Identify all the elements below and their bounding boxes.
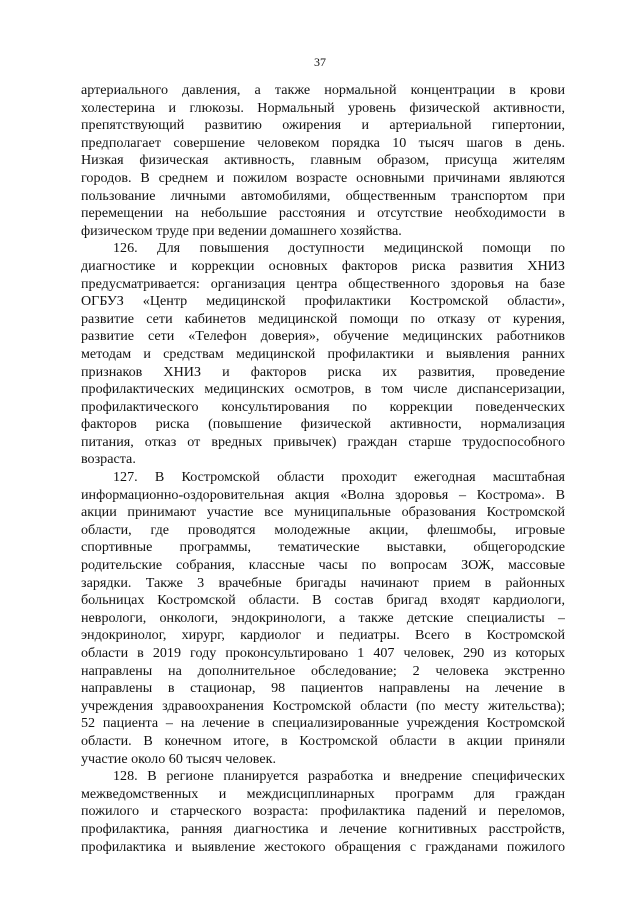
- text-line: области в 2019 году проконсультировано 1 407 человек, 290 из которых: [81, 645, 565, 661]
- text-line: зарядки. Также 3 врачебные бригады начинают прием в районных: [81, 574, 565, 591]
- text-line: артериального давления, а также нормальной концентрации в крови: [81, 82, 565, 98]
- text-line: предусматривается: организация центра общественного здоровья на базе: [81, 275, 565, 292]
- text-line: направлены на дополнительное обследование; 2 человека экстренно: [81, 662, 565, 679]
- text-line: ОГБУЗ «Центр медицинской профилактики Костромской области»,: [81, 293, 565, 310]
- text-line: Низкая физическая активность, главным образом, присуща жителям: [81, 152, 565, 169]
- paragraph-end-line: физическом труде при ведении домашнего хозяйства.: [81, 222, 402, 239]
- text-line: информационно-оздоровительная акция «Волна здоровья – Кострома». В: [81, 486, 565, 503]
- text-line: холестерина и глюкозы. Нормальный уровень физической активности,: [81, 99, 565, 116]
- paragraph-end-line: возраста.: [81, 451, 136, 468]
- paragraph-end-line: участие около 60 тысяч человек.: [81, 750, 276, 767]
- paragraph-128-start: 128. В регионе планируется разработка и внедрение специфических: [113, 768, 565, 785]
- text-line: учреждения здравоохранения Костромской области (по месту жительства);: [81, 697, 565, 714]
- text-line: спортивные программы, тематические выставки, общегородские: [81, 539, 565, 556]
- paragraph-127-start: 127. В Костромской области проходит ежегодная масштабная: [113, 469, 565, 486]
- text-line: препятствующий развитию ожирения и артериальной гипертонии,: [81, 117, 565, 134]
- body-text: [81, 82, 565, 856]
- text-line: диагностике и коррекции основных факторов риска развития ХНИЗ: [81, 257, 565, 274]
- text-line: межведомственных и междисциплинарных программ для граждан: [81, 785, 565, 802]
- text-line: питания, отказ от вредных привычек) граждан старше трудоспособного: [81, 433, 565, 450]
- text-line: профилактического консультирования по коррекции поведенческих: [81, 398, 565, 415]
- text-line: развитие сети «Телефон доверия», обучение медицинских работников: [81, 328, 565, 345]
- text-line: пользование личными автомобилями, общественным транспортом при: [81, 187, 565, 204]
- text-line: признаков ХНИЗ и факторов риска их развития, проведение: [81, 363, 565, 380]
- text-line: предполагает совершение человеком порядка 10 тысяч шагов в день.: [81, 134, 565, 151]
- text-line: пожилого и старческого возраста: профилактика падений и переломов,: [81, 803, 565, 820]
- text-line: больницах Костромской области. В состав бригад входят кардиологи,: [81, 592, 565, 609]
- text-line: эндокринолог, хирург, кардиолог и педиатры. Всего в Костромской: [81, 627, 565, 644]
- text-line: профилактика и выявление жестокого обращения с гражданами пожилого: [81, 838, 565, 855]
- text-line: факторов риска (повышение физической активности, нормализация: [81, 416, 565, 433]
- text-line: неврологи, онкологи, эндокринологи, а также детские специалисты –: [81, 609, 565, 626]
- text-line: профилактических медицинских осмотров, в том числе диспансеризации,: [81, 381, 565, 398]
- text-line: области, где проводятся молодежные акции, флешмобы, игровые: [81, 521, 565, 538]
- text-line: области. В конечном итоге, в Костромской области в акции приняли: [81, 732, 565, 749]
- page-number: 37: [314, 55, 326, 69]
- text-line: методам и средствам медицинской профилактики и выявления ранних: [81, 345, 565, 362]
- text-line: акции принимают участие все муниципальные образования Костромской: [81, 504, 565, 521]
- paragraph-126-start: 126. Для повышения доступности медицинской помощи по: [113, 240, 565, 257]
- text-line: городов. В среднем и пожилом возрасте основными причинами являются: [81, 169, 565, 186]
- text-line: развитие сети кабинетов медицинской помощи по отказу от курения,: [81, 310, 565, 327]
- text-line: родительские собрания, классные часы по вопросам ЗОЖ, массовые: [81, 557, 565, 574]
- text-line: направлены в стационар, 98 пациентов направлены на лечение в: [81, 680, 565, 697]
- text-line: 52 пациента – на лечение в специализированные учреждения Костромской: [81, 715, 565, 732]
- text-line: профилактика, ранняя диагностика и лечение когнитивных расстройств,: [81, 820, 565, 837]
- text-line: перемещении на небольшие расстояния и отсутствие необходимости в: [81, 205, 565, 222]
